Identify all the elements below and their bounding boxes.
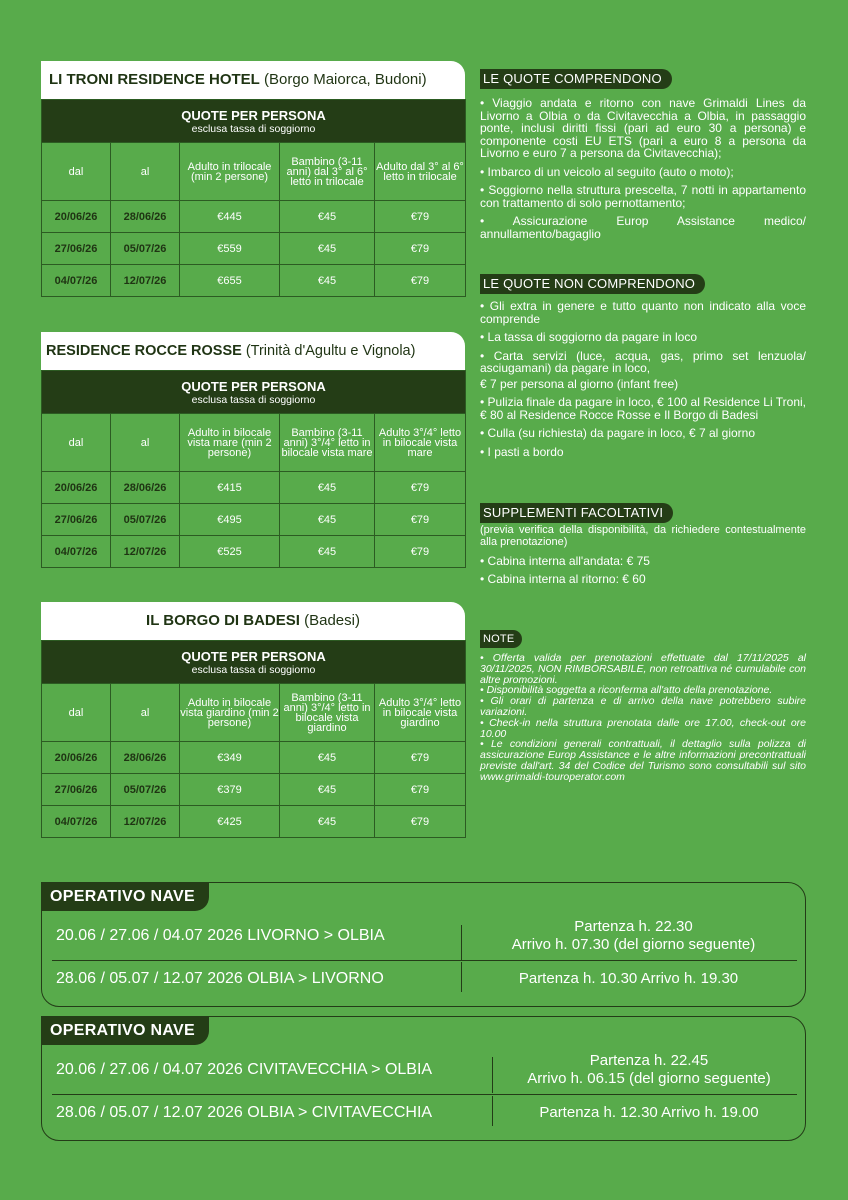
date-to: 12/07/26 (111, 265, 180, 297)
price-extra: €79 (375, 742, 466, 774)
list-item: • Carta servizi (luce, acqua, gas, primo set lenzuola/ asciugamani) da pagare in loco, (480, 348, 806, 375)
col-adult: Adulto in bilocale vista mare (min 2 persone) (180, 414, 280, 472)
notes-list (480, 653, 806, 783)
price-adult: €495 (180, 504, 280, 536)
list-item: • I pasti a bordo (480, 444, 564, 459)
list-item: • Gli orari di partenza e di arrivo della nave potrebbero subire variazioni. (480, 695, 806, 718)
price-child: €45 (280, 504, 375, 536)
supplements-intro: (previa verifica della disponibilità, da richiedere contestualmente alla prenotazione) (480, 524, 806, 548)
date-from: 20/06/26 (42, 742, 111, 774)
date-from: 27/06/26 (42, 233, 111, 265)
notes-title: NOTE (480, 630, 522, 648)
hotel-location: (Badesi) (304, 612, 360, 629)
price-extra: €79 (375, 472, 466, 504)
table-row (42, 806, 466, 838)
price-extra: €79 (375, 265, 466, 297)
rates-table (41, 370, 466, 568)
hotel-borgo-badesi (41, 602, 465, 838)
list-item: • Cabina interna al ritorno: € 60 (480, 571, 646, 586)
includes-section (480, 69, 806, 240)
list-item: • Disponibilità soggetta a riconferma all'atto della prenotazione. (480, 684, 773, 697)
hotel-location: (Borgo Maiorca, Budoni) (264, 71, 427, 88)
price-adult: €525 (180, 536, 280, 568)
col-adult: Adulto in trilocale (min 2 persone) (180, 143, 280, 201)
col-extra: Adulto 3°/4° letto in bilocale vista giardino (375, 684, 466, 742)
col-child: Bambino (3-11 anni) 3°/4° letto in bilocale vista mare (280, 414, 375, 472)
table-row (42, 774, 466, 806)
route-return: 28.06 / 05.07 / 12.07 2026 OLBIA > LIVORNO (56, 970, 384, 987)
table-row (42, 233, 466, 265)
list-item: • La tassa di soggiorno da pagare in loco (480, 330, 698, 344)
list-item: • Culla (su richiesta) da pagare in loco, € 7 al giorno (480, 426, 756, 440)
includes-list (480, 97, 806, 240)
rates-table (41, 99, 466, 297)
table-row (42, 265, 466, 297)
date-to: 12/07/26 (111, 806, 180, 838)
date-to: 05/07/26 (111, 774, 180, 806)
col-extra: Adulto dal 3° al 6° letto in trilocale (375, 143, 466, 201)
notes-section (480, 629, 806, 783)
table-row (42, 201, 466, 233)
date-from: 27/06/26 (42, 504, 111, 536)
price-extra: €79 (375, 201, 466, 233)
table-row (42, 742, 466, 774)
supplements-title: SUPPLEMENTI FACOLTATIVI (480, 503, 673, 523)
price-child: €45 (280, 201, 375, 233)
price-child: €45 (280, 233, 375, 265)
col-dal: dal (42, 414, 111, 472)
date-to: 28/06/26 (111, 201, 180, 233)
date-from: 04/07/26 (42, 536, 111, 568)
times-return (493, 1104, 805, 1122)
price-adult: €425 (180, 806, 280, 838)
departure-time: Partenza h. 22.30 (574, 918, 693, 935)
col-al: al (111, 684, 180, 742)
hotel-title (41, 332, 465, 370)
arrival-time: Arrivo h. 06.15 (del giorno seguente) (527, 1070, 771, 1087)
col-extra: Adulto 3°/4° letto in bilocale vista mare (375, 414, 466, 472)
route-return: 28.06 / 05.07 / 12.07 2026 OLBIA > CIVITAVECCHIA (56, 1104, 433, 1121)
list-item: • Le condizioni generali contrattuali, il dettaglio sulla polizza di assicurazione Europ Assistance e le altre informazioni precontrattuali previste dall'art. 34 del Codice del Turismo sono consultabili sul sito www.grimaldi-touroperator.com (480, 738, 806, 783)
times-return (462, 970, 795, 988)
date-from: 20/06/26 (42, 201, 111, 233)
hotel-name: LI TRONI RESIDENCE HOTEL (49, 71, 260, 88)
date-from: 20/06/26 (42, 472, 111, 504)
list-item: € 7 per persona al giorno (infant free) (480, 376, 679, 391)
excludes-section (480, 274, 806, 458)
list-item: • Soggiorno nella struttura prescelta, 7 notti in appartamento con trattamento di solo pernottamento; (480, 183, 806, 210)
col-dal: dal (42, 684, 111, 742)
list-item: • Gli extra in genere e tutto quanto non indicato alla voce comprende (480, 299, 806, 326)
date-to: 28/06/26 (111, 472, 180, 504)
price-adult: €379 (180, 774, 280, 806)
date-to: 05/07/26 (111, 233, 180, 265)
ship-schedule-civitavecchia (41, 1016, 806, 1141)
price-adult: €655 (180, 265, 280, 297)
date-to: 12/07/26 (111, 536, 180, 568)
supplements-section (480, 503, 806, 585)
date-from: 04/07/26 (42, 265, 111, 297)
times-outbound (493, 1052, 805, 1088)
ship-schedule-title: OPERATIVO NAVE (42, 883, 209, 911)
departure-arrival-time: Partenza h. 12.30 Arrivo h. 19.00 (539, 1104, 759, 1121)
excludes-list (480, 300, 806, 458)
date-from: 04/07/26 (42, 806, 111, 838)
col-al: al (111, 414, 180, 472)
date-to: 05/07/26 (111, 504, 180, 536)
route-outbound: 20.06 / 27.06 / 04.07 2026 CIVITAVECCHIA > OLBIA (56, 1061, 433, 1078)
price-adult: €445 (180, 201, 280, 233)
times-outbound (462, 918, 805, 954)
list-item: • Viaggio andata e ritorno con nave Grimaldi Lines da Livorno a Olbia o da Civitavecchia a Olbia, in passaggio ponte, inclusi diritti fissi (pari ad euro 30 a persona) e componente costi EU ETS (pari a euro 8 a persona da Livorno e euro 7 a persona da Civitavecchia); (480, 96, 806, 160)
price-adult: €349 (180, 742, 280, 774)
price-adult: €559 (180, 233, 280, 265)
hotel-name: RESIDENCE ROCCE ROSSE (46, 343, 242, 359)
arrival-time: Arrivo h. 07.30 (del giorno seguente) (511, 936, 756, 953)
quote-title: QUOTE PER PERSONA (181, 648, 326, 664)
hotel-title (41, 602, 465, 640)
col-child: Bambino (3-11 anni) 3°/4° letto in bilocale vista giardino (280, 684, 375, 742)
price-child: €45 (280, 536, 375, 568)
excludes-title: LE QUOTE NON COMPRENDONO (480, 274, 705, 294)
list-item: • Cabina interna all'andata: € 75 (480, 554, 650, 568)
ship-schedule-livorno (41, 882, 806, 1007)
quote-subtitle: esclusa tassa di soggiorno (191, 393, 316, 406)
quote-subtitle: esclusa tassa di soggiorno (191, 663, 316, 676)
price-extra: €79 (375, 233, 466, 265)
hotel-rocce-rosse (41, 332, 465, 568)
rates-table (41, 640, 466, 838)
price-child: €45 (280, 806, 375, 838)
quote-header (42, 100, 466, 143)
quote-header (42, 641, 466, 684)
quote-header (42, 371, 466, 414)
quote-title: QUOTE PER PERSONA (181, 378, 326, 394)
date-from: 27/06/26 (42, 774, 111, 806)
price-child: €45 (280, 265, 375, 297)
price-child: €45 (280, 472, 375, 504)
ship-schedule-title: OPERATIVO NAVE (42, 1017, 209, 1045)
col-al: al (111, 143, 180, 201)
price-extra: €79 (375, 504, 466, 536)
price-child: €45 (280, 742, 375, 774)
quote-title: QUOTE PER PERSONA (181, 107, 326, 123)
quote-subtitle: esclusa tassa di soggiorno (191, 122, 316, 135)
table-row (42, 472, 466, 504)
price-extra: €79 (375, 774, 466, 806)
list-item: • Assicurazione Europ Assistance medico/ annullamento/bagaglio (480, 214, 806, 241)
table-row (42, 504, 466, 536)
col-adult: Adulto in bilocale vista giardino (min 2 persone) (180, 684, 280, 742)
col-dal: dal (42, 143, 111, 201)
route-outbound: 20.06 / 27.06 / 04.07 2026 LIVORNO > OLBIA (56, 927, 385, 944)
price-extra: €79 (375, 806, 466, 838)
hotel-title (41, 61, 465, 99)
price-adult: €415 (180, 472, 280, 504)
hotel-li-troni (41, 61, 465, 297)
price-child: €45 (280, 774, 375, 806)
list-item: • Pulizia finale da pagare in loco, € 100 al Residence Li Troni, € 80 al Residence Rocce Rosse e Il Borgo di Badesi (480, 395, 806, 422)
includes-title: LE QUOTE COMPRENDONO (480, 69, 672, 89)
list-item: • Imbarco di un veicolo al seguito (auto o moto); (480, 164, 734, 179)
departure-time: Partenza h. 22.45 (589, 1052, 709, 1069)
divider (52, 1094, 797, 1095)
date-to: 28/06/26 (111, 742, 180, 774)
list-item: • Check-in nella struttura prenotata dalle ore 17.00, check-out ore 10.00 (480, 716, 806, 740)
hotel-location: (Trinità d'Agultu e Vignola) (245, 343, 416, 359)
divider (52, 960, 797, 961)
price-extra: €79 (375, 536, 466, 568)
supplements-list (480, 555, 806, 585)
departure-arrival-time: Partenza h. 10.30 Arrivo h. 19.30 (518, 970, 739, 987)
table-row (42, 536, 466, 568)
hotel-name: IL BORGO DI BADESI (146, 612, 300, 629)
col-child: Bambino (3-11 anni) dal 3° al 6° letto in trilocale (280, 143, 375, 201)
list-item: • Offerta valida per prenotazioni effettuate dal 17/11/2025 al 30/11/2025, NON RIMBORSABILE, non retroattiva né cumulabile con altre promozioni. (480, 652, 806, 686)
